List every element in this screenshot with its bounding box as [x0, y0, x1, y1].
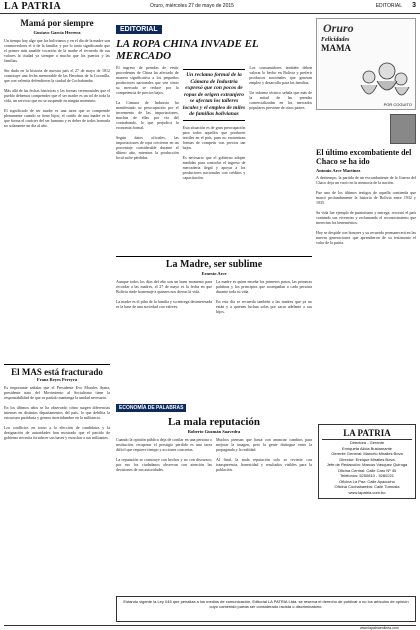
- cartoon-subtitle: Felicidades: [321, 37, 350, 43]
- pull-quote: Un reclamo formal de la Cámara de Industria expresó que con pocos de ropas de origen extranjero se afectan los talleres locales y el empleo de miles de familias bolivianas: [183, 69, 246, 121]
- imprint-line: Gerente General: Marcelo Miralles Bova: [331, 451, 403, 456]
- editorial-column: [116, 65, 179, 180]
- imprint-box: [318, 424, 416, 499]
- imprint-logo: LA PATRIA: [322, 428, 412, 440]
- imprint-line: Director: Enrique Miralles Bova: [339, 456, 395, 462]
- article-paragraph: Sin duda en la historia de nuestra país el 27 de mayo de 1812 constituye una fecha memorable de las Heroínas de la Coronilla, que con valentía defendieron la ciudad de Cochabamba.: [4, 68, 110, 83]
- editorial-column: [249, 65, 312, 180]
- article-paragraph: La madre es quien enseña los primeros pasos, las primeras palabras y los principios que acompañan a cada persona durante toda su vida.: [216, 279, 312, 294]
- article-paragraph: Aunque todos los días del año son un buen momento para recordar a las madres, el 27 de mayo es la fecha en que Bolivia rinde homenaje a quienes nos dieron la vida.: [116, 279, 212, 294]
- imprint-line: Oficina La Paz: Calle Ayacucho: [339, 478, 395, 484]
- article-byline: Antonio Arce Martínez: [316, 168, 361, 173]
- section-label: EDITORIAL: [375, 3, 402, 9]
- article-byline: Roberto Guzmán Saavedra: [187, 429, 241, 434]
- column-tag: ECONOMÍA DE PALABRAS: [116, 404, 186, 412]
- legal-notice: Estando vigente la Ley 045 que penaliza a los medios de comunicación, Editorial LA PATRIA Ltda. se reserva el derecho de publicar o no los artículos de opinión cuyo contenido pueda ser considerado racista o discriminatorio.: [116, 596, 416, 622]
- author-photo: [390, 114, 416, 144]
- article-byline: Ernesto Arce: [201, 271, 227, 276]
- article-paragraph: A destiempo, la partida de un excombatiente de la Guerra del Chaco deja un vacío en la memoria de la nación.: [316, 175, 416, 185]
- cartoon-credit: POR COGUITO: [383, 102, 412, 107]
- imprint-line: Teléfonos: 5250810 - 5280221: [339, 473, 395, 478]
- masthead-logo: LA PATRIA: [4, 1, 62, 12]
- sidebar-article: [316, 112, 416, 245]
- cartoon-title: Oruro: [323, 21, 354, 35]
- article-paragraph: En este día se recuerda también a las madres que ya no están y a quienes luchan solas por sacar adelante a sus hijos.: [216, 299, 312, 314]
- imprint-link[interactable]: www.lapatria.com.bo: [348, 489, 386, 495]
- article-paragraph: Según datos oficiales, las importaciones de ropa crecieron en un porcentaje considerable durante el último año, mientras la producción local sufre pérdidas.: [116, 135, 179, 160]
- article-paragraph: Al final, la mala reputación solo se revierte con transparencia, honestidad y resultados visibles para la población.: [216, 457, 312, 472]
- cartoon-illustration: [316, 18, 416, 110]
- imprint-line: Jefe de Redacción: Marcos Vásquez Quiroga: [326, 462, 408, 467]
- article-paragraph: Hoy se despide con honores y su recuerdo permanecerá en las nuevas generaciones que aprendieron de su testimonio el valor de la patria.: [316, 230, 416, 245]
- article-paragraph: Es importante señalar que el Presidente Evo Morales Ayma, presidente nato del Movimiento al Socialismo tiene la responsabilidad de que su partido mantenga la unidad necesaria.: [4, 385, 110, 400]
- article-paragraph: Muchos piensan que basta con anunciar cambios para mejorar la imagen, pero la gente distingue entre la propaganda y la realidad.: [216, 437, 312, 452]
- article-paragraph: Un tiempo hay algo que los bolivianos y en el día de la madre son conmovedores el ir de la familia; y por lo tanto significando que el primer más amable vocación de la madre el recuerdo de sus valores la ciudad ya siempre a mucho que los puertos y las familias.: [4, 38, 110, 63]
- article-title: La Madre, ser sublime: [116, 256, 312, 270]
- article-paragraph: En los últimos años se ha observado cómo surgen diferencias internas en distintos departamentos del país, lo que debilita la estructura partidaria y genera incertidumbre en la militancia.: [4, 405, 110, 420]
- article-paragraph: Esta situación es de gran preocupación para todos aquellos que producen textiles en el país, pues no encuentran formas de competir con precios tan bajos.: [182, 124, 246, 150]
- imprint-line: Oficina Central: Calle Caro Nº 45: [337, 467, 397, 473]
- article-paragraph: La madre es el pilar de la familia y su entrega desinteresada es la base de una sociedad con valores.: [116, 299, 212, 309]
- imprint-line: Oficina Cochabamba: Calle Tumusla: [334, 484, 400, 489]
- article-paragraph: Los conflictos en torno a la elección de candidatos y la designación de autoridades han mostrado que el partido de gobierno necesita fortalecer sus bases y escuchar a sus militantes.: [4, 425, 110, 440]
- article-paragraph: El ingreso de prendas de vestir procedentes de China ha afectado de manera significativa a los pequeños productores nacionales que ven cómo su mercado se reduce por la competencia de precios bajos.: [116, 65, 179, 95]
- article-paragraph: La reputación se construye con hechos y no con discursos; por eso los ciudadanos observan con atención las decisiones de sus autoridades.: [116, 457, 212, 472]
- article-title: El MAS está fracturado: [4, 364, 110, 377]
- article-paragraph: Es necesario que el gobierno adopte medidas para controlar el ingreso de mercadería ilegal y apoyar a los productores nacionales con créditos y capacitación.: [182, 154, 246, 180]
- article-paragraph: Los consumidores también deben valorar lo hecho en Bolivia y preferir productos nacionales que generan empleo y desarrollo para las familias.: [249, 65, 313, 85]
- madre-article: [116, 256, 312, 314]
- article-paragraph: Un informe técnico señala que más de la mitad de las prendas comercializadas en los mercados populares proviene de otros países.: [249, 90, 313, 110]
- website-link[interactable]: www.lapatriaenlinea.com: [360, 626, 399, 630]
- editorial-column: [183, 65, 246, 180]
- imprint-line: Directora - Gerente: [349, 440, 385, 445]
- bottom-divider: [4, 625, 416, 626]
- article-paragraph: Más allá de las fechas históricas y las formas ceremoniales que el pueblo debemos comprender que el ser madre es un rol de toda la vida, un servicio que no se suspende en ningún momento.: [4, 88, 110, 103]
- article-paragraph: La Cámara de Industria ha manifestado su preocupación por el incremento de las importaciones, muchas de ellas por vía del contrabando, lo que perjudica la economía formal.: [116, 100, 179, 130]
- cartoon-banner: MAMA: [321, 43, 351, 53]
- editorial-article: [116, 18, 312, 180]
- article-paragraph: Su vida fue ejemplo de patriotismo y entrega; recorrió el país contando sus vivencias y reclamando el reconocimiento que merecían los beneméritos.: [316, 210, 416, 225]
- left-column: [4, 18, 110, 128]
- cartoon-figures-icon: [317, 19, 417, 111]
- imprint-line: Enriqueta Alicia Bustamante: [341, 445, 393, 451]
- editorial-tag: EDITORIAL: [116, 25, 162, 34]
- article-paragraph: El significado de ser madre es una tarea que se comprende plenamente cuando se tiene hijos; el cariño de una madre es lo que forma el carácter del ser humano y es deber de todos honrarla no solamente un día al año.: [4, 108, 110, 128]
- page-number: 3: [412, 2, 416, 9]
- article-byline: Franz Reyes Pereyra: [36, 377, 78, 382]
- mala-article: [116, 396, 312, 472]
- dateline: Oruro, miércoles 27 de mayo de 2015: [150, 3, 234, 9]
- article-title: Mamá por siempre: [20, 18, 94, 28]
- editorial-title: LA ROPA CHINA INVADE EL MERCADO: [116, 38, 259, 62]
- article-paragraph: Cuando la opinión pública deja de confiar en una persona o institución, recuperar el prestigio perdido es una tarea difícil que requiere tiempo y acciones concretas.: [116, 437, 212, 452]
- page-header: [0, 0, 420, 14]
- article-byline: Gustavo García Herrera: [33, 30, 81, 35]
- article-paragraph: Fue uno de los últimos testigos de aquella contienda que marcó profundamente la historia de Bolivia entre 1932 y 1935.: [316, 190, 416, 205]
- mas-article: [4, 364, 110, 440]
- article-title: El último excombatiente del Chaco se ha ido: [316, 148, 412, 166]
- article-title: La mala reputación: [167, 416, 261, 428]
